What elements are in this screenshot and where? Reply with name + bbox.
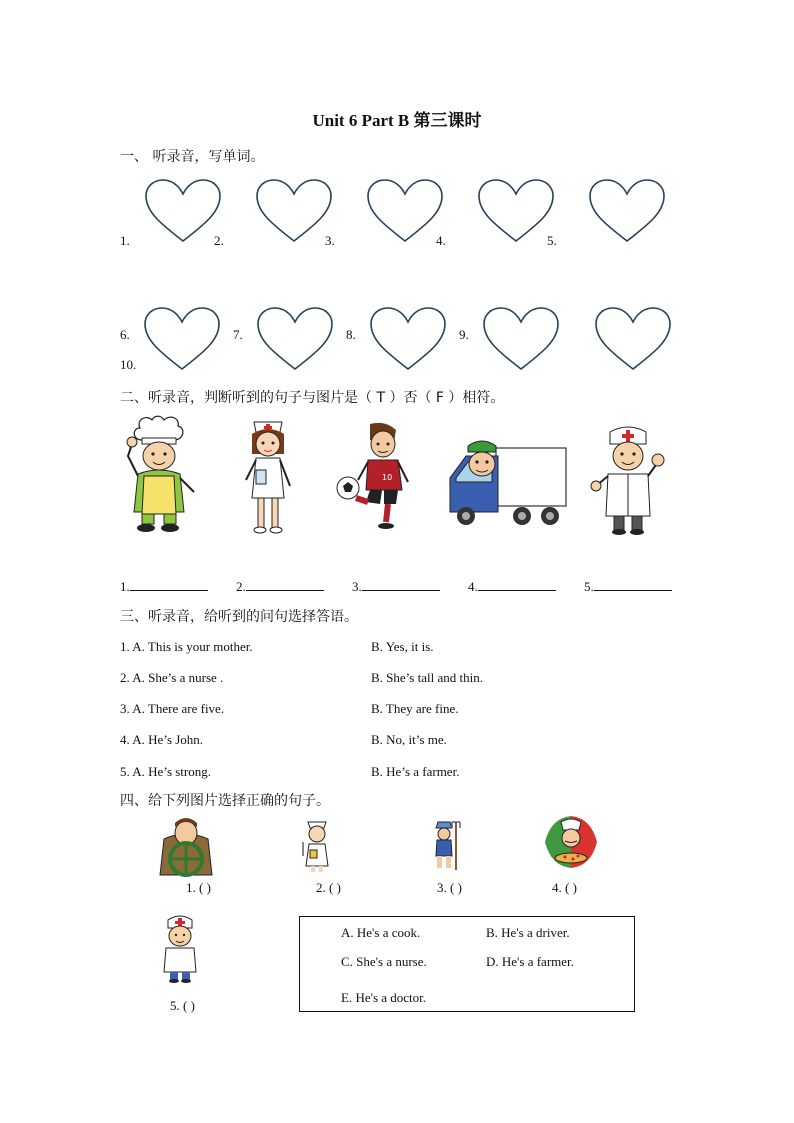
svg-text:10: 10 (382, 473, 393, 482)
answer-paren[interactable]: 3. ( ) (437, 880, 462, 895)
item-label: 5. (547, 233, 557, 248)
football-player-picture (336, 420, 416, 532)
choices-box (299, 916, 635, 1012)
farmer-small-picture (432, 820, 462, 872)
answer-blank[interactable]: 4. (468, 577, 556, 595)
heart-write-box[interactable] (143, 178, 223, 244)
option-b[interactable]: B. Yes, it is. (371, 639, 434, 654)
section-2-heading: 二、听录音，判断听到的句子与图片是（ T ）否（ F ）相符。 (120, 390, 505, 406)
answer-blank[interactable]: 1. (120, 577, 208, 595)
heart-write-box[interactable] (255, 306, 335, 372)
option-b[interactable]: B. They are fine. (371, 701, 459, 716)
choice-item: B. He's a driver. (486, 925, 570, 940)
section-1-heading: 一、 听录音，写单词。 (120, 149, 265, 165)
heart-write-box[interactable] (593, 306, 673, 372)
heart-write-box[interactable] (142, 306, 222, 372)
item-label: 10. (120, 357, 137, 372)
item-label: 3. (325, 233, 335, 248)
item-label: 9. (459, 327, 469, 342)
heart-write-box[interactable] (254, 178, 334, 244)
heart-write-box[interactable] (587, 178, 667, 244)
heart-write-box[interactable] (365, 178, 445, 244)
choice-item: A. He's a cook. (341, 925, 421, 940)
driver-small-picture (156, 815, 216, 877)
option-b[interactable]: B. He’s a farmer. (371, 764, 460, 779)
option-a[interactable]: 4. A. He’s John. (120, 732, 204, 747)
section-4-heading: 四、给下列图片选择正确的句子。 (120, 793, 330, 809)
answer-blank[interactable]: 5. (584, 577, 672, 595)
item-label: 6. (120, 327, 130, 342)
item-label: 1. (120, 233, 130, 248)
answer-paren[interactable]: 1. ( ) (186, 880, 211, 895)
cook-small-picture (545, 816, 597, 868)
heart-write-box[interactable] (476, 178, 556, 244)
option-a[interactable]: 3. A. There are five. (120, 701, 225, 716)
choice-item: E. He's a doctor. (341, 990, 427, 1005)
option-b[interactable]: B. No, it’s me. (371, 732, 447, 747)
option-a[interactable]: 5. A. He’s strong. (120, 764, 211, 779)
option-a[interactable]: 2. A. She’s a nurse . (120, 670, 224, 685)
answer-paren[interactable]: 4. ( ) (552, 880, 577, 895)
answer-paren[interactable]: 2. ( ) (316, 880, 341, 895)
cook-picture (124, 414, 204, 534)
nurse-picture (240, 414, 296, 536)
section-3-heading: 三、听录音，给听到的问句选择答语。 (120, 609, 358, 625)
doctor-small-picture (154, 912, 206, 984)
doctor-picture (590, 424, 666, 536)
option-b[interactable]: B. She’s tall and thin. (371, 670, 483, 685)
heart-write-box[interactable] (481, 306, 561, 372)
option-a[interactable]: 1. A. This is your mother. (120, 639, 253, 654)
item-label: 8. (346, 327, 356, 342)
item-label: 2. (214, 233, 224, 248)
item-label: 4. (436, 233, 446, 248)
answer-blank[interactable]: 2. (236, 577, 324, 595)
heart-write-box[interactable] (368, 306, 448, 372)
page-title: Unit 6 Part B 第三课时 (312, 111, 482, 130)
driver-picture (446, 438, 570, 528)
item-label: 7. (233, 327, 243, 342)
choice-item: D. He's a farmer. (486, 954, 574, 969)
answer-blank[interactable]: 3. (352, 577, 440, 595)
choice-item: C. She's a nurse. (341, 954, 427, 969)
nurse-small-picture (300, 818, 334, 874)
answer-paren[interactable]: 5. ( ) (170, 998, 195, 1013)
